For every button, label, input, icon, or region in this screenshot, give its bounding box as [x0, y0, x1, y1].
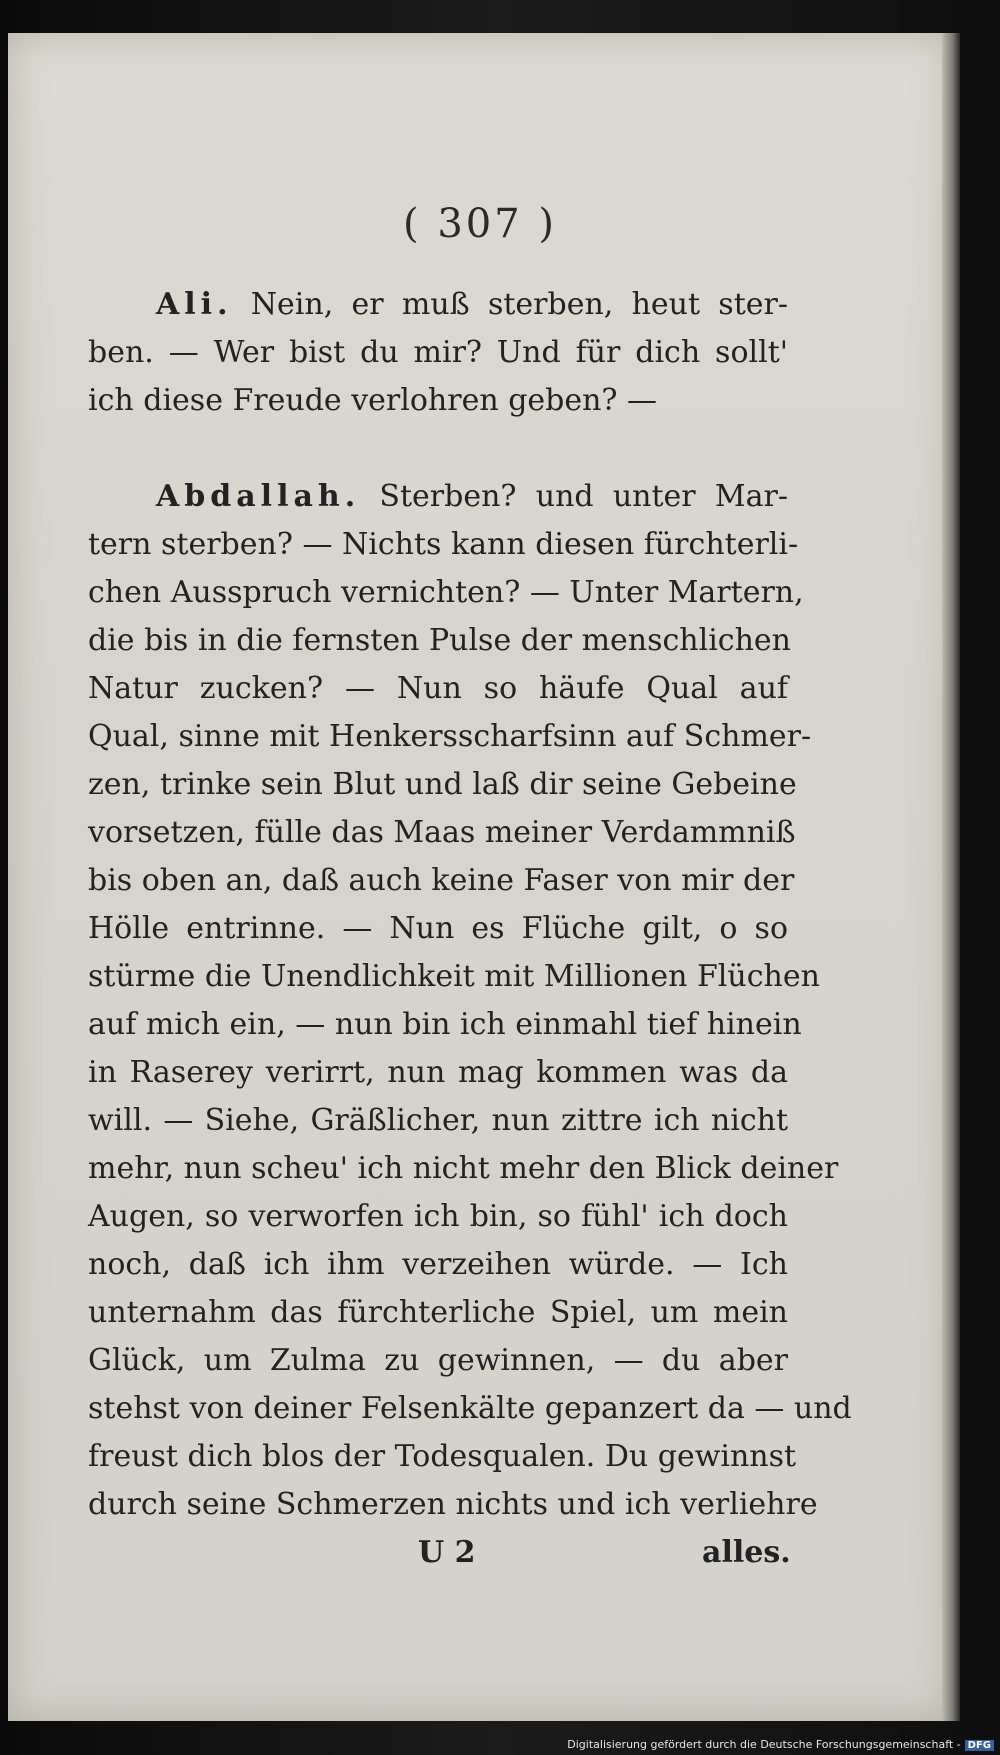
text-line: stürme die Unendlichkeit mit Millionen Flüchen	[88, 959, 820, 994]
text-line: Abdallah. Sterben? und unter Mar-	[156, 479, 788, 514]
text-line: die bis in die fernsten Pulse der menschlichen	[88, 623, 791, 658]
text-line: auf mich ein, — nun bin ich einmahl tief hinein	[88, 1007, 802, 1042]
text-line: will. — Siehe, Gräßlicher, nun zittre ich nicht	[88, 1103, 788, 1138]
text-line: Hölle entrinne. — Nun es Flüche gilt, o so	[88, 911, 788, 946]
text-line: freust dich blos der Todesqualen. Du gewinnst	[88, 1439, 797, 1474]
text-line: chen Ausspruch vernichten? — Unter Martern,	[88, 575, 804, 610]
text-line: ich diese Freude verlohren geben? —	[88, 383, 658, 418]
speaker-name: Ali.	[156, 287, 233, 322]
paragraph-gap	[88, 425, 788, 473]
text-line: stehst von deiner Felsenkälte gepanzert da — und	[88, 1391, 852, 1426]
text-line: Ali. Nein, er muß sterben, heut ster-	[156, 287, 788, 322]
printer-signature: U 2	[418, 1535, 476, 1570]
text-line: Natur zucken? — Nun so häufe Qual auf	[88, 671, 788, 706]
text-line: durch seine Schmerzen nichts und ich verliehre	[88, 1487, 818, 1522]
book-page	[8, 33, 952, 1721]
page-number: ( 307 )	[403, 201, 557, 247]
text-line: noch, daß ich ihm verzeihen würde. — Ich	[88, 1247, 788, 1282]
text-line: Glück, um Zulma zu gewinnen, — du aber	[88, 1343, 788, 1378]
dfg-logo: DFG	[965, 1740, 994, 1751]
text-line: Qual, sinne mit Henkersscharfsinn auf Schmer-	[88, 719, 812, 754]
text-line: ben. — Wer bist du mir? Und für dich sollt'	[88, 335, 788, 370]
text-line: bis oben an, daß auch keine Faser von mir der	[88, 863, 795, 898]
text-line: in Raserey verirrt, nun mag kommen was da	[88, 1055, 788, 1090]
text-line: Augen, so verworfen ich bin, so fühl' ich doch	[88, 1199, 788, 1234]
text-line: zen, trinke sein Blut und laß dir seine Gebeine	[88, 767, 797, 802]
text-line: unternahm das fürchterliche Spiel, um mein	[88, 1295, 788, 1330]
body-text	[88, 281, 852, 1529]
page-edge	[942, 33, 960, 1721]
text-line: mehr, nun scheu' ich nicht mehr den Blick deiner	[88, 1151, 839, 1186]
text-line: tern sterben? — Nichts kann diesen fürchterli-	[88, 527, 799, 562]
speaker-name: Abdallah.	[156, 479, 361, 514]
text-line: vorsetzen, fülle das Maas meiner Verdammniß	[88, 815, 796, 850]
catchword: alles.	[702, 1535, 791, 1570]
digitization-credit: Digitalisierung gefördert durch die Deutsche Forschungsgemeinschaft - DFG	[567, 1738, 994, 1751]
